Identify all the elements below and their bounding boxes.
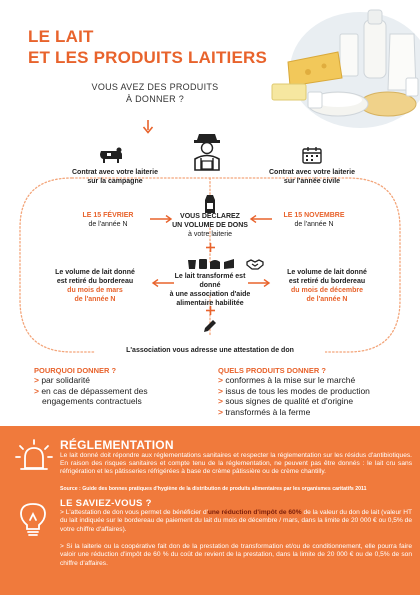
declare-volume-block: VOUS DÉCLAREZ UN VOLUME DE DONS à votre laiterie [172, 213, 248, 238]
right-date: LE 15 NOVEMBRE [283, 212, 345, 219]
left-date-block [72, 211, 144, 229]
tax-reduction-highlight: une réduction d'impôt de 60% [207, 509, 302, 516]
question-line-2: À DONNER ? [125, 94, 184, 104]
plus-icon [206, 306, 215, 315]
lightbulb-icon [16, 500, 50, 538]
question-line-1: VOUS AVEZ DES PRODUITS [91, 82, 219, 92]
which-item: > sous signes de qualité et d'origine [218, 396, 354, 406]
dairy-products-icons [186, 256, 236, 270]
right-contract-label: Contrat avec votre laiterie sur l'année civile [269, 169, 355, 185]
did-you-know-paragraph-2: > Si la laiterie ou la coopérative fait don de la prestation de transformation et/ou de conditionnement, elle pourra faire valoir une réduction d'impôt de 60 % du coût de revient de la prestation, dans la limite de 20 000 € ou de 0,5% de son chiffre d'affaires. [60, 543, 412, 567]
right-date-block [278, 211, 350, 229]
arrow-right-icon [248, 279, 272, 287]
which-products-box [218, 366, 408, 417]
left-date-sub: de l'année N [88, 221, 128, 228]
pen-icon [202, 318, 218, 334]
why-give-box [34, 366, 194, 407]
why-item: > en cas de dépassement des [34, 385, 148, 396]
which-item: > transformés à la ferme [218, 406, 311, 417]
alarm-bell-icon [14, 438, 54, 474]
why-item-cont: engagements contractuels [42, 396, 142, 406]
which-item: > issus de tous les modes de production [218, 385, 370, 396]
regulation-title: RÉGLEMENTATION [60, 438, 174, 452]
plus-icon [206, 243, 215, 252]
which-item: > conformes à la mise sur le marché [218, 375, 356, 385]
transformed-milk-block: Le lait transformé est donné à une association d'aide alimentaire habilitée [169, 273, 251, 307]
right-date-sub: de l'année N [294, 221, 334, 228]
title-line-2: ET LES PRODUITS LAITIERS [28, 48, 268, 67]
why-item: > par solidarité [34, 375, 90, 385]
regulation-source: Source : Guide des bonnes pratiques d'hygiène de la distribution de produits alimentaires par les organismes caritatifs 2011 [60, 486, 367, 492]
why-give-heading: POURQUOI DONNER ? [34, 366, 117, 375]
which-products-heading: QUELS PRODUITS DONNER ? [218, 366, 326, 375]
handshake-icon [246, 258, 264, 270]
right-withdraw-block: Le volume de lait donné est retiré du bordereau du mois de décembre de l'année N [287, 269, 367, 303]
left-date: LE 15 FÉVRIER [82, 212, 134, 219]
did-you-know-title: LE SAVIEZ-VOUS ? [60, 498, 152, 509]
regulation-text: Le lait donné doit répondre aux réglementations sanitaires et respecter la réglementation sur les résidus d'antibiotiques. En raison des risques sanitaires et compte tenu de la réglementation, ne peuvent pas être donnés : le lait cru sans réfrigération et les pâtisseries réfrigérées à base de crème pâtissière ou de crème chantilly. [60, 452, 412, 476]
title-line-1: LE LAIT [28, 27, 94, 46]
calendar-icon [302, 146, 322, 164]
milk-carton-icon [202, 194, 218, 214]
left-contract-label: Contrat avec votre laiterie sur la campagne [72, 169, 158, 185]
attestation-text: L'association vous adresse une attestation de don [95, 346, 325, 355]
left-withdraw-block: Le volume de lait donné est retiré du bordereau du mois de mars de l'année N [55, 269, 135, 303]
cow-icon [98, 146, 124, 164]
did-you-know-paragraph-1: > L'attestation de don vous permet de bénéficier d'une réduction d'impôt de 60% de la valeur du don de lait (valeur HT du lait indiquée sur le bordereau de paiement du lait du mois de décembre / mars, dans la limite de 20 000 € ou 0,5% de votre chiffre d'affaires). [60, 509, 412, 533]
